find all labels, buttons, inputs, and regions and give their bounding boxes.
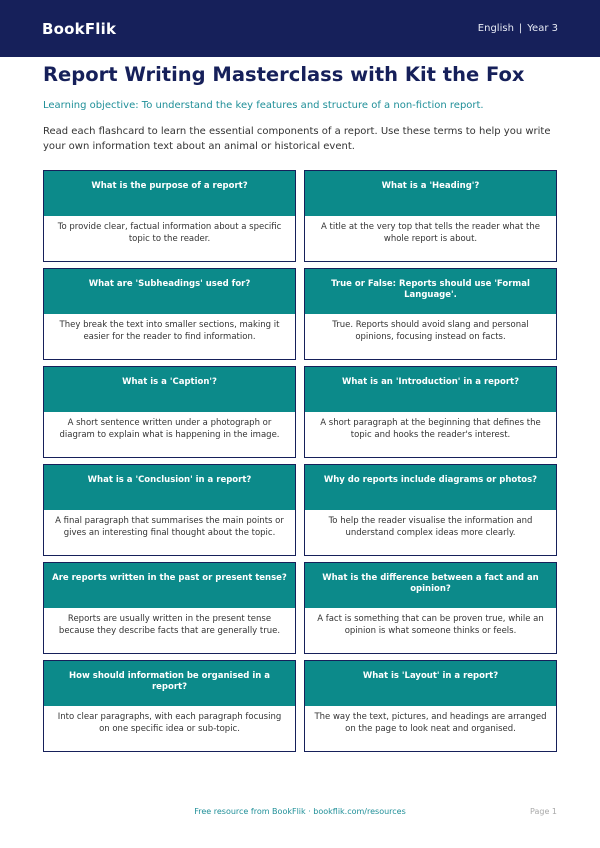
flashcard-answer: A short sentence written under a photograph or diagram to explain what is happening in the image.	[59, 418, 280, 440]
meta-separator: |	[518, 23, 523, 34]
flashcard-answer: A short paragraph at the beginning that defines the topic and hooks the reader's interest.	[320, 418, 541, 440]
flashcard[interactable]	[43, 464, 296, 556]
learning-objective: Learning objective: To understand the key features and structure of a non-fiction report.	[43, 100, 484, 111]
flashcard-question: Are reports written in the past or present tense?	[44, 563, 295, 608]
flashcard-question: How should information be organised in a report?	[44, 661, 295, 706]
flashcard-answer: They break the text into smaller sections, making it easier for the reader to find information.	[59, 320, 280, 342]
subject-label: English	[477, 23, 514, 34]
flashcard-answer: To help the reader visualise the information and understand complex ideas more clearly.	[328, 516, 533, 538]
intro-text: Read each flashcard to learn the essential components of a report. Use these terms to help you write your own information text about an animal or historical event.	[43, 126, 551, 152]
flashcard[interactable]	[43, 170, 296, 262]
flashcard[interactable]	[304, 464, 557, 556]
subject-year-label	[478, 23, 558, 34]
flashcard-grid	[43, 170, 557, 752]
flashcard[interactable]	[304, 562, 557, 654]
year-label: Year 3	[527, 23, 558, 34]
flashcard-question: What is 'Layout' in a report?	[305, 661, 556, 706]
flashcard[interactable]	[304, 268, 557, 360]
top-bar	[0, 0, 600, 57]
flashcard-answer: A fact is something that can be proven true, while an opinion is what someone thinks or feels.	[317, 614, 544, 636]
flashcard-answer: A title at the very top that tells the reader what the whole report is about.	[321, 222, 540, 244]
flashcard-question: What is an 'Introduction' in a report?	[305, 367, 556, 412]
page-number: Page 1	[530, 807, 557, 816]
flashcard-answer: Reports are usually written in the present tense because they describe facts that are generally true.	[58, 614, 281, 636]
flashcard[interactable]	[304, 170, 557, 262]
flashcard-answer: The way the text, pictures, and headings are arranged on the page to look neat and organised.	[314, 712, 547, 734]
brand-logo[interactable]: BookFlik	[42, 19, 117, 38]
flashcard-question: What is the purpose of a report?	[44, 171, 295, 216]
flashcard[interactable]	[43, 562, 296, 654]
flashcard-answer: A final paragraph that summarises the main points or gives an interesting final thought about the topic.	[55, 516, 284, 538]
flashcard[interactable]	[304, 660, 557, 752]
flashcard-question: What is a 'Conclusion' in a report?	[44, 465, 295, 510]
flashcard-question: What is the difference between a fact and an opinion?	[305, 563, 556, 608]
flashcard-question: True or False: Reports should use 'Formal Language'.	[305, 269, 556, 314]
page-title: Report Writing Masterclass with Kit the Fox	[43, 63, 525, 86]
flashcard-answer: Into clear paragraphs, with each paragraph focusing on one specific idea or sub-topic.	[57, 712, 282, 734]
flashcard-question: What is a 'Heading'?	[305, 171, 556, 216]
flashcard-question: What is a 'Caption'?	[44, 367, 295, 412]
flashcard[interactable]	[43, 366, 296, 458]
flashcard[interactable]	[43, 660, 296, 752]
flashcard-question: What are 'Subheadings' used for?	[44, 269, 295, 314]
flashcard-answer: To provide clear, factual information about a specific topic to the reader.	[57, 222, 282, 244]
flashcard[interactable]	[43, 268, 296, 360]
flashcard-question: Why do reports include diagrams or photos?	[305, 465, 556, 510]
flashcard-answer: True. Reports should avoid slang and personal opinions, focusing instead on facts.	[332, 320, 529, 342]
footer-resource-link[interactable]: Free resource from BookFlik · bookflik.com/resources	[194, 807, 406, 816]
flashcard[interactable]	[304, 366, 557, 458]
